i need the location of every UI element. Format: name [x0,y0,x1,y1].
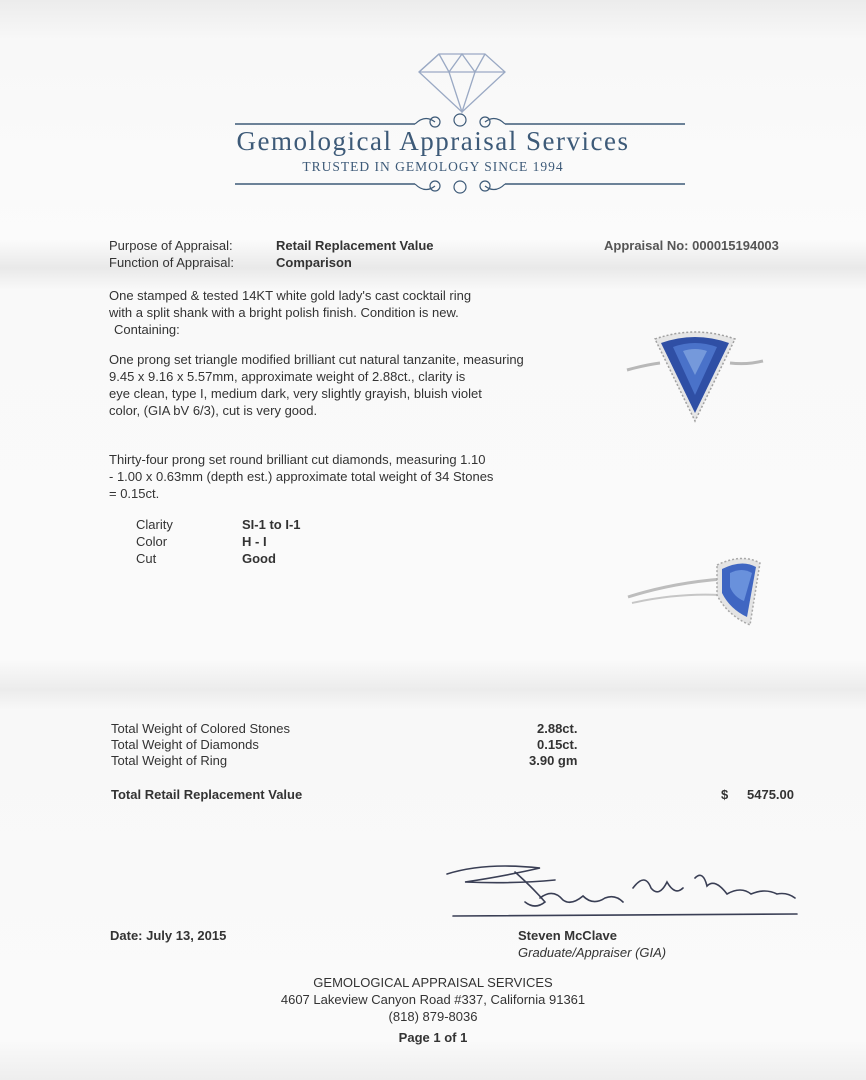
diamonds-description: Thirty-four prong set round brilliant cut diamonds, measuring 1.10 - 1.00 x 0.63mm (depth est.) approximate total weight of 34 Stones = 0.15ct. [109,452,494,501]
total-ring-value: 3.90 gm [529,753,578,768]
retail-currency: $ [721,787,729,802]
total-colored-value: 2.88ct. [537,721,578,736]
total-colored-label: Total Weight of Colored Stones [111,721,290,736]
total-ring-label: Total Weight of Ring [111,753,228,768]
grade-color-label: Color [136,534,168,549]
ring-photo-side [622,545,772,635]
grade-clarity-value: SI-1 to I-1 [242,517,301,532]
purpose-label: Purpose of Appraisal: [109,238,233,253]
appraisal-date: Date: July 13, 2015 [110,928,227,943]
retail-amount: 5475.00 [747,787,794,802]
company-tagline: TRUSTED IN GEMOLOGY SINCE 1994 [302,159,564,174]
total-diamonds-value: 0.15ct. [537,737,578,752]
page-number: Page 1 of 1 [398,1030,468,1045]
grade-cut-label: Cut [136,551,157,566]
ornament-rule-bottom [235,176,685,196]
grade-clarity-label: Clarity [136,517,173,532]
purpose-value: Retail Replacement Value [276,238,434,253]
function-value: Comparison [276,255,352,270]
appraiser-title: Graduate/Appraiser (GIA) [518,945,667,960]
total-diamonds-label: Total Weight of Diamonds [111,737,259,752]
function-label: Function of Appraisal: [109,255,235,270]
appraiser-signature [445,858,805,928]
footer-address: 4607 Lakeview Canyon Road #337, California 91361 [280,992,586,1007]
appraisal-number: Appraisal No: 000015194003 [604,238,779,253]
grade-cut-value: Good [242,551,276,566]
diamond-logo-icon [417,52,507,114]
retail-value-label: Total Retail Replacement Value [111,787,303,802]
tanzanite-description: One prong set triangle modified brilliant cut natural tanzanite, measuring 9.45 x 9.16 x 5.57mm, approximate weight of 2.88ct., clarity is eye clean, type I, medium dark, very slightly grayish, bluish violet color, (GIA bV 6/3), cut is very good. [109,352,524,418]
footer-phone: (818) 879-8036 [388,1009,478,1024]
ring-description: One stamped & tested 14KT white gold lady's cast cocktail ring with a split shank with a bright polish finish. Condition is new. Containing: [109,288,472,337]
ring-photo-front [625,325,765,425]
grade-color-value: H - I [242,534,267,549]
company-title: Gemological Appraisal Services [236,126,630,156]
appraiser-name: Steven McClave [518,928,617,943]
footer-company: GEMOLOGICAL APPRAISAL SERVICES [313,975,553,990]
